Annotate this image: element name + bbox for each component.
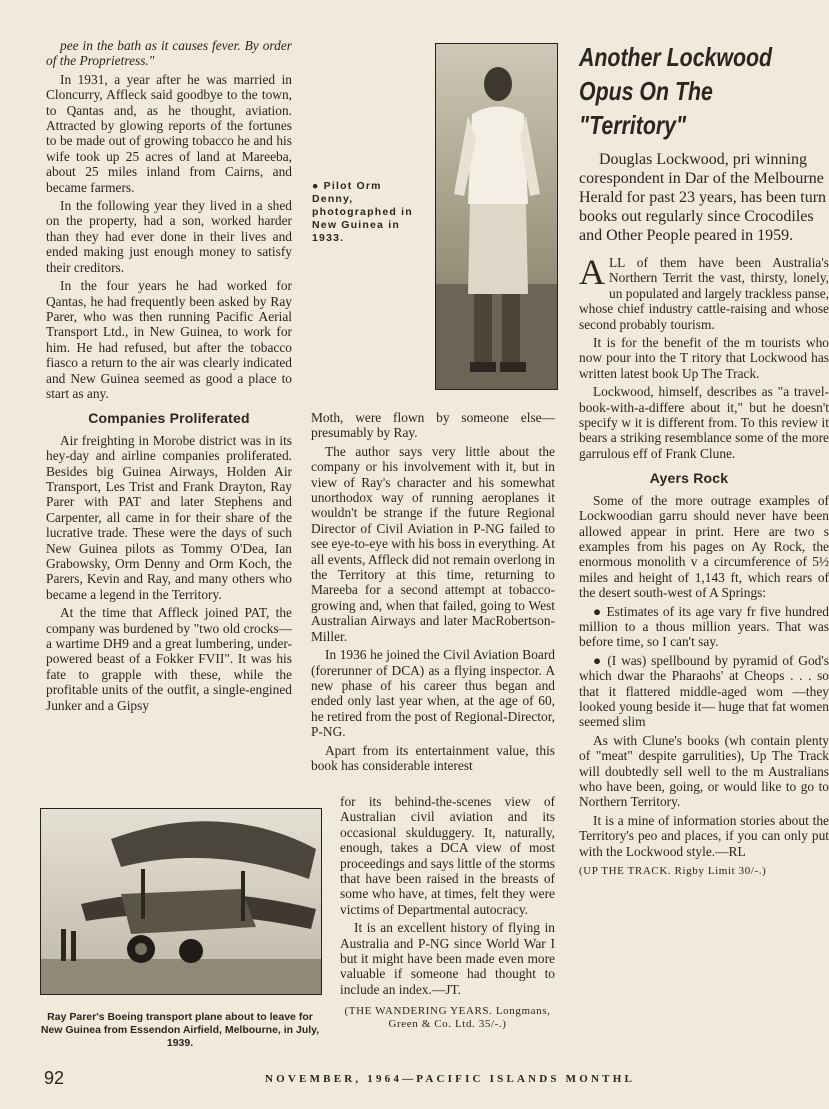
paragraph: Apart from its entertainment value, this book has considerable interest xyxy=(311,742,555,773)
pilot-photo-caption: ● Pilot Orm Denny, photographed in New Guinea in 1933. xyxy=(312,180,413,244)
paragraph: Moth, were flown by someone else—presumably by Ray. xyxy=(311,410,555,441)
page-number: 92 xyxy=(44,1068,65,1088)
paragraph: In 1936 he joined the Civil Aviation Board (forerunner of DCA) as a flying inspector. A new phase of his career thus began and ended only last year when, at the age of 60, he retired from the post of Regional-Director, P-NG. xyxy=(311,647,555,740)
column-1 xyxy=(46,38,292,716)
paragraph: ● (I was) spellbound by pyramid of God's which dwar the Pharaohs' at Cheops . . . so that it flattered middle-aged wom —they looked young beside it— huge that fat women seemed slim xyxy=(579,652,829,730)
column-3 xyxy=(579,40,829,1070)
book-reference: (THE WANDERING YEARS. Longmans, Green & Co. Ltd. 35/-.) xyxy=(344,1005,551,1031)
paragraph: In the four years he had worked for Qantas, he had frequently been asked by Ray Parer, who was then running Pacific Aerial Transport Ltd., in New Guinea, to work for him. He had refused, but after the tobacco fiasco a return to the air was clearly indicated and New Guinea seemed as good a place to start as any. xyxy=(46,278,292,401)
paragraph: It is for the benefit of the m tourists who now pour into the T ritory that Lockwood has written latest book Up The Track. xyxy=(579,335,829,381)
column-2 xyxy=(311,410,555,773)
paragraph: Lockwood, himself, describes as "a travel-book-with-a-differe about it," but he doesn't specify w it is different from. To this review it bears a striking resemblance some of the more garrulous eff of Frank Clune. xyxy=(579,384,829,461)
paragraph: ● Estimates of its age vary fr five hundred million to a thous million years. That was before time, so I can't say. xyxy=(579,603,829,650)
biplane-image xyxy=(41,809,321,994)
pilot-photo xyxy=(435,43,558,390)
quote-text: pee in the bath as it causes fever. By order of the Proprietress." xyxy=(46,38,292,69)
paragraph: for its behind-the-scenes view of Australian civil aviation and its occasional skulduggery. It, naturally, enough, takes a DCA view of most proceedings and says little of the storms that have been raised in the breasts of some who have, at times, felt they were victims of Departmental autocracy. xyxy=(340,794,555,917)
paragraph: It is a mine of information stories about the Territory's peo and places, if you can only put with the Lockwood style.—RL xyxy=(579,812,829,859)
paragraph-text: LL of them have been Australia's Northern Territ the vast, thirsty, lonely, un populated and largely trackless panse, whose chief industry cattle-raising and whose second probably tourism. xyxy=(579,255,829,332)
paragraph: It is an excellent history of flying in Australia and P-NG since World War I but it might have been made even more valuable if someone had thought to include an index.—JT. xyxy=(340,920,555,997)
pilot-figure-image xyxy=(436,44,557,389)
intro-paragraph: Douglas Lockwood, pri winning corespondent in Dar of the Melbourne Herald for past 23 years, has been turn books out regularly since Crocodiles and Other People peared in 1959. xyxy=(579,151,827,244)
section-heading: Companies Proliferated xyxy=(88,410,250,427)
section-heading: Ayers Rock xyxy=(649,470,729,487)
footer-line: NOVEMBER, 1964—PACIFIC ISLANDS MONTHL xyxy=(265,1073,635,1085)
article-title: Another Lockwood Opus On The "Territory" xyxy=(579,42,773,140)
paragraph: As with Clune's books (wh contain plenty of "meat" despite garrulities), Up The Track will doubtedly sell well to the m Australians who have been, going, or would like to go to Northern Territory. xyxy=(579,732,829,810)
paragraph: The author says very little about the company or his involvement with it, but in view of Ray's character and his somewhat unorthodox way of running aeroplanes it wouldn't be strange if the future Regional Director of Civil Aviation in P-NG failed to see eye-to-eye with his boss in everything. At all events, Affleck did not remain overlong in the Territory at this time, returning to Mareeba for a second attempt at tobacco-growing and, when that failed, going to West Australian Airways and later MacRobertson-Miller. xyxy=(311,443,555,644)
drop-cap: A xyxy=(579,252,605,292)
airplane-photo-caption: Ray Parer's Boeing transport plane about to leave for New Guinea from Essendon Airfield, Melbourne, in July, 1939. xyxy=(40,1011,320,1049)
airplane-photo xyxy=(40,808,322,995)
paragraph: In the following year they lived in a shed on the property, had a son, worked harder than they had ever done in their lives and ended making just enough money to satisfy their creditors. xyxy=(46,198,292,275)
paragraph xyxy=(579,252,829,332)
paragraph: Some of the more outrage examples of Lockwoodian garru should never have been allowed appear in print. Here are two s examples from his pages on Ay Rock, the enormous monolith v a circumference of 5½ miles and height of 1,143 ft, which rears of the desert south-west of A Springs: xyxy=(579,492,829,601)
paragraph: Air freighting in Morobe district was in its hey-day and airline companies proliferated. Besides big Guinea Airways, Holden Air Transport, Les Trist and Frank Drayton, Ray Parer with PAT and later Stephens and Carpenter, all came in for their share of the lucrative trade. These were the days of such New Guinea pilots as Tommy O'Dea, Ian Grabowsky, Orm Denny and Orm Koch, the Parers, Kevin and Ray, and many others who became a legend in the Territory. xyxy=(46,432,292,602)
book-reference: (UP THE TRACK. Rigby Limit 30/-.) xyxy=(579,865,767,878)
column-2-lower xyxy=(340,794,555,1031)
paragraph: In 1931, a year after he was married in Cloncurry, Affleck said goodbye to the town, to Qantas and, as he thought, aviation. Attracted by glowing reports of the fortunes to be made out of growing tobacco he and his wife took up 25 acres of land at Mareeba, about 25 miles inland from Cairns, and became farmers. xyxy=(46,71,292,195)
paragraph: At the time that Affleck joined PAT, the company was burdened by "two old crocks—a wartime DH9 and a great lumbering, under-powered beast of a Fokker FVII". It was his fate to grapple with these, while the profitable units of the outfit, a single-engined Junker and a Gipsy xyxy=(46,605,292,713)
